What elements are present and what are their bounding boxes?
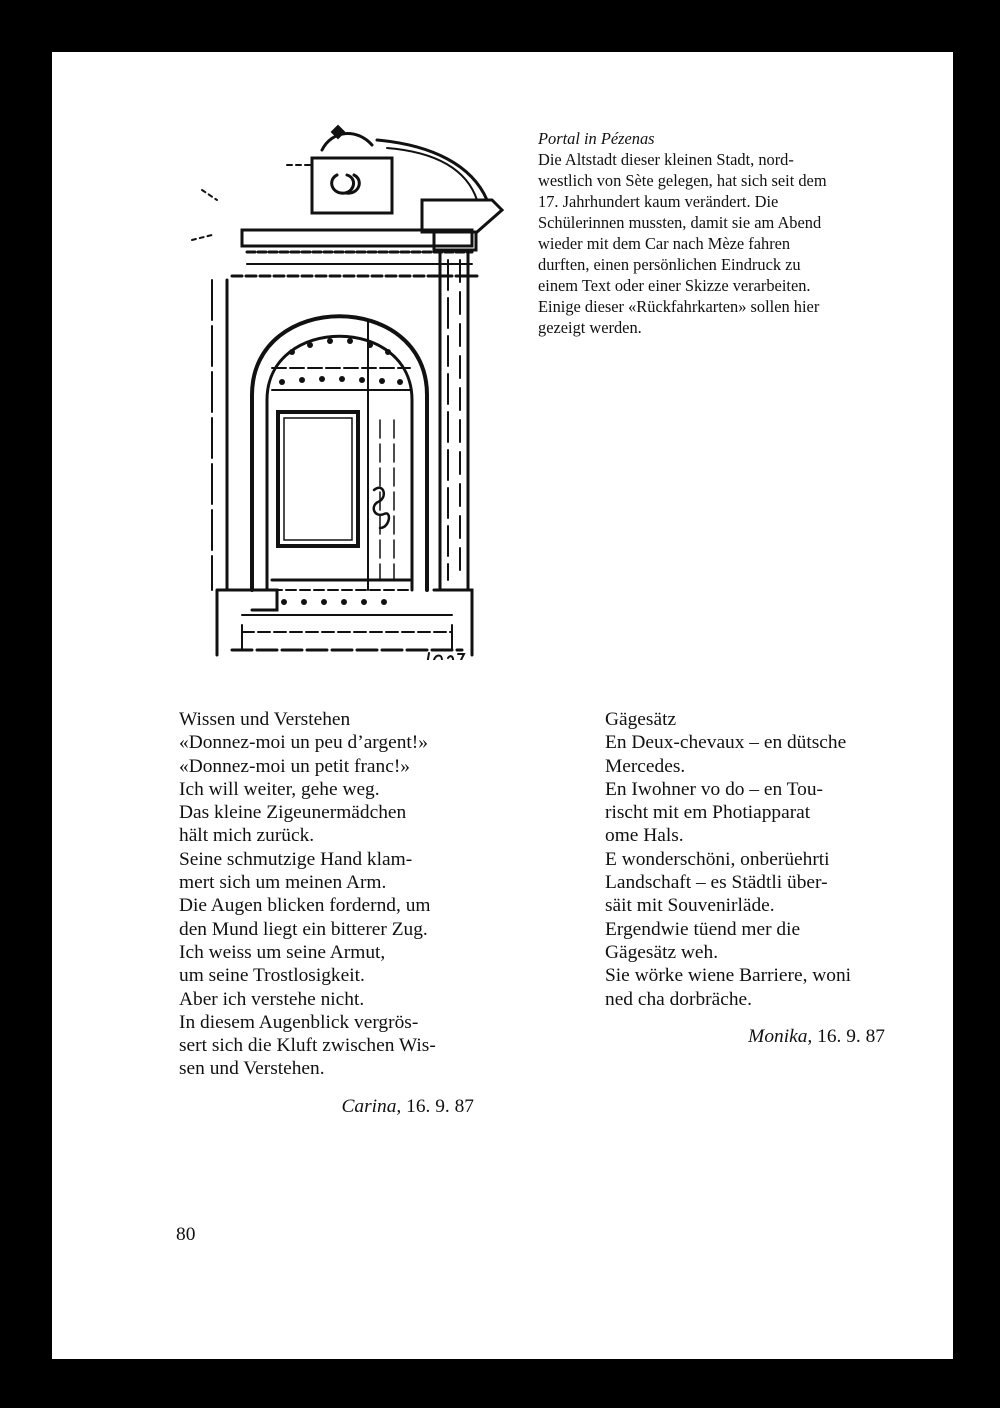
caption-line: westlich von Sète gelegen, hat sich seit dem (538, 171, 827, 190)
poem-line: Ergendwie tüend mer die (605, 918, 801, 940)
caption-line: einem Text oder einer Skizze verarbeiten. (538, 276, 811, 295)
caption (538, 128, 883, 338)
page-number: 80 (176, 1224, 196, 1245)
poem-line: «Donnez-moi un peu d’argent!» (179, 732, 428, 754)
poem-line: Seine schmutzige Hand klam- (179, 848, 413, 870)
portal-sketch (172, 120, 517, 660)
poem-title: Wissen und Verstehen (179, 709, 351, 730)
poem-carina (179, 708, 474, 1118)
poem-signature (179, 1095, 474, 1118)
poem-line: Gägesätz weh. (605, 941, 719, 963)
poem-line: Die Augen blicken fordernd, um (179, 895, 431, 917)
poem-line: säit mit Souvenirläde. (605, 895, 775, 917)
signature-name: Monika, (748, 1025, 813, 1047)
poem-line: E wonderschöni, onberüehrti (605, 848, 830, 870)
caption-line: Schülerinnen mussten, damit sie am Abend (538, 213, 822, 232)
poem-line: den Mund liegt ein bitterer Zug. (179, 918, 428, 940)
poem-line: En Deux-chevaux – en dütsche (605, 732, 847, 754)
poem-line: Ich will weiter, gehe weg. (179, 778, 380, 800)
caption-line: gezeigt werden. (538, 318, 642, 337)
signature-name: Carina, (341, 1095, 402, 1117)
caption-line: Einige dieser «Rückfahrkarten» sollen hier (538, 297, 820, 316)
caption-line: 17. Jahrhundert kaum verändert. Die (538, 192, 779, 211)
poem-line: En Iwohner vo do – en Tou- (605, 778, 824, 800)
poem-line: «Donnez-moi un petit franc!» (179, 755, 410, 777)
poem-line: mert sich um meinen Arm. (179, 872, 387, 894)
poem-line: um seine Trostlosigkeit. (179, 965, 365, 987)
poem-line: sert sich die Kluft zwischen Wis- (179, 1035, 436, 1057)
poem-line: ome Hals. (605, 825, 684, 847)
poem-line: In diesem Augenblick vergrös- (179, 1011, 419, 1033)
poem-title: Gägesätz (605, 709, 677, 730)
poem-line: hält mich zurück. (179, 825, 315, 847)
poem-line: Aber ich verstehe nicht. (179, 988, 365, 1010)
caption-line: Die Altstadt dieser kleinen Stadt, nord- (538, 150, 794, 169)
poem-line: Ich weiss um seine Armut, (179, 941, 386, 963)
page (52, 52, 953, 1359)
poem-monika (605, 708, 885, 1048)
poem-line: Landschaft – es Städtli über- (605, 872, 828, 894)
caption-line: wieder mit dem Car nach Mèze fahren (538, 234, 791, 253)
signature-date: 16. 9. 87 (406, 1095, 474, 1117)
signature-date: 16. 9. 87 (817, 1025, 885, 1047)
caption-line: durften, einen persönlichen Eindruck zu (538, 255, 801, 274)
poem-signature (605, 1025, 885, 1048)
poem-line: Mercedes. (605, 755, 686, 777)
poem-line: sen und Verstehen. (179, 1058, 325, 1080)
poem-line: rischt mit em Photiapparat (605, 802, 811, 824)
poem-line: Das kleine Zigeunermädchen (179, 802, 407, 824)
poem-line: Sie wörke wiene Barriere, woni (605, 965, 852, 987)
poem-line: ned cha dorbräche. (605, 988, 752, 1010)
caption-title: Portal in Pézenas (538, 129, 655, 148)
